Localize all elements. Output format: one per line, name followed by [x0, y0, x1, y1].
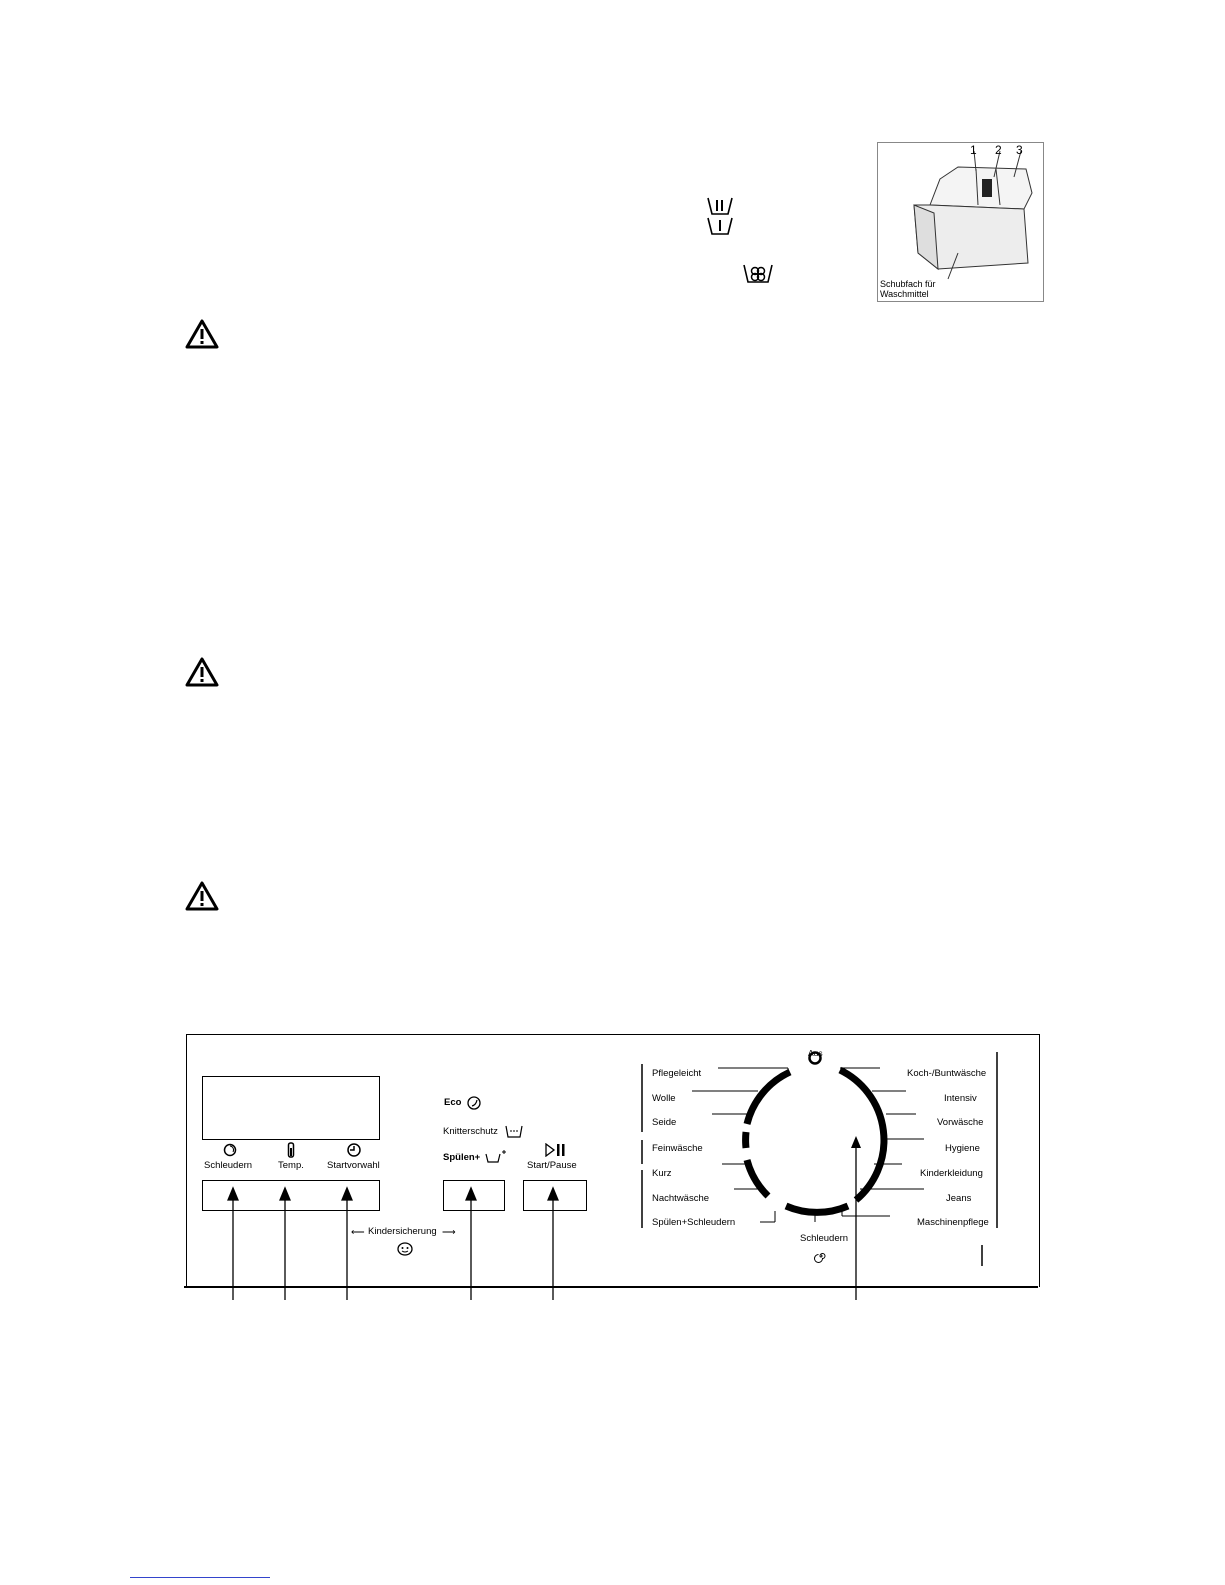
child-lock-label: Kindersicherung [368, 1226, 437, 1237]
rinse-plus-icon [484, 1148, 508, 1164]
eco-label: Eco [444, 1097, 462, 1108]
child-lock-arrow-left: ⟵ [351, 1227, 365, 1238]
program-label: Kinderkleidung [920, 1168, 983, 1179]
eco-icon [466, 1095, 482, 1111]
program-label: Vorwäsche [937, 1117, 984, 1128]
compartment-number: 2 [995, 143, 1002, 157]
program-label: Spülen+Schleudern [652, 1217, 736, 1228]
program-label: Koch-/Buntwäsche [907, 1068, 987, 1079]
program-label: Kurz [652, 1168, 672, 1179]
child-lock-arrow-right: ⟶ [442, 1227, 456, 1238]
drawer-caption: Schubfach für [880, 279, 936, 289]
spin-label: Schleudern [204, 1160, 253, 1171]
program-label: Seide [652, 1117, 677, 1128]
program-label: Wolle [652, 1093, 676, 1104]
clock-icon [346, 1142, 362, 1158]
program-label: Feinwäsche [652, 1143, 703, 1154]
start-pause-label: Start/Pause [527, 1160, 577, 1171]
crease-guard-label: Knitterschutz [443, 1126, 498, 1137]
program-label: Hygiene [945, 1143, 980, 1154]
program-label: Nachtwäsche [652, 1193, 710, 1204]
start-pause-icon [543, 1143, 567, 1157]
delay-start-label: Startvorwahl [327, 1160, 380, 1171]
compartment-number: 3 [1016, 143, 1023, 157]
footer-link-underline[interactable] [130, 1577, 270, 1578]
temperature-icon [286, 1142, 296, 1158]
temperature-label: Temp. [278, 1160, 304, 1171]
dial-callout-arrow [848, 1134, 864, 1306]
warning-triangle-icon [184, 318, 220, 350]
rinse-plus-label: Spülen+ [443, 1152, 481, 1163]
softener-compartment-icon [742, 262, 774, 286]
program-label: Jeans [946, 1193, 972, 1204]
dial-off-label: Aus [808, 1048, 823, 1058]
callout-arrows [220, 1186, 860, 1306]
warning-triangle-icon [184, 880, 220, 912]
main-wash-compartment-icon [705, 196, 735, 240]
program-label: Intensiv [944, 1093, 977, 1104]
detergent-drawer-figure [877, 142, 1044, 302]
drawer-caption: Waschmittel [880, 289, 929, 299]
warning-triangle-icon [184, 656, 220, 688]
program-label: Maschinenpflege [917, 1217, 989, 1228]
compartment-number: 1 [970, 143, 977, 157]
crease-guard-icon [504, 1123, 524, 1139]
spin-icon [223, 1143, 237, 1157]
program-label: Pflegeleicht [652, 1068, 702, 1079]
display-window [202, 1076, 380, 1140]
dial-spin-label: Schleudern [800, 1233, 849, 1244]
